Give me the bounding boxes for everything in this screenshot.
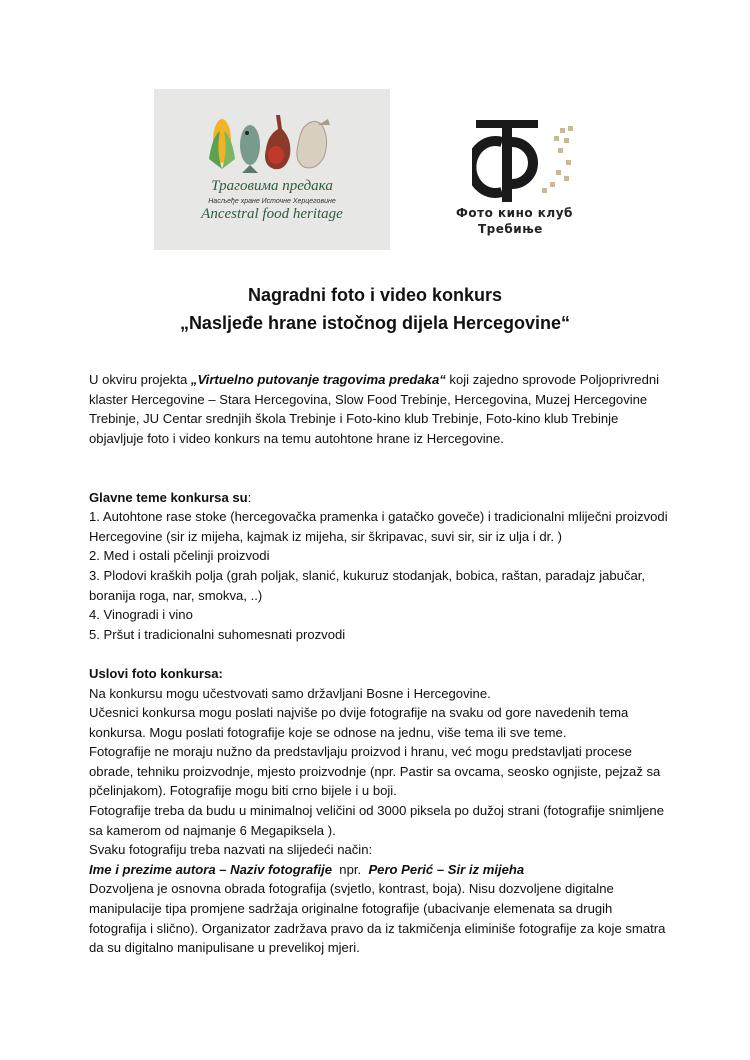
logo-left-subtitle: Насљеђе хране Источне Херцеговине — [208, 198, 336, 205]
intro-prefix: U okviru projekta — [89, 372, 191, 387]
themes-heading-colon: : — [247, 489, 252, 505]
condition-line: konkursa. Mogu poslati fotografije koje se odnose na jednu, više tema ili sve teme. — [89, 724, 567, 740]
condition-line: Svaku fotografiju treba nazvati na slijedeći način: — [89, 842, 373, 858]
intro-paragraph-line: Trebinje, JU Centar srednjih škola Trebinje i Foto-kino klub Trebinje, Foto-kino klub Trebinje — [89, 411, 619, 427]
logo-left-english-title: Ancestral food heritage — [201, 206, 343, 222]
intro-paragraph-line: objavljuje foto i video konkurs na temu autohtone hrane iz Hercegovine. — [89, 430, 504, 446]
document-title-line2: „Nasljeđe hrane istočnog dijela Hercegovine“ — [179, 313, 571, 333]
condition-line: Na konkursu mogu učestvovati samo državljani Bosne i Hercegovine. — [89, 685, 491, 701]
naming-format-line — [89, 860, 669, 880]
logo-right-line2: Требиње — [478, 222, 543, 236]
project-name: „Virtuelno putovanje tragovima predaka“ — [190, 372, 446, 387]
condition-line: Fotografije ne moraju nužno da predstavljaju proizvod i hranu, već mogu predstavljati procese — [89, 744, 632, 760]
condition-line: manipulacije tipa promjene sadržaja originalne fotografije (ubacivanje elemenata sa drugih — [89, 901, 613, 917]
naming-example-prefix: npr. — [332, 861, 369, 877]
foto-kino-klub-logo — [448, 112, 598, 244]
condition-line: sa kamerom od najmanje 6 Megapiksela ). — [89, 822, 336, 838]
conditions-heading: Uslovi foto konkursa: — [89, 665, 223, 681]
condition-line: obrade, tehniku proizvodnje, mjesto proizvodnje (npr. Pastir sa ovcama, seosko ognjiste, pejzaž sa — [89, 763, 661, 779]
condition-line: Dozvoljena je osnovna obrada fotografija (svjetlo, kontrast, boja). Nisu dozvoljene digitalne — [89, 881, 614, 897]
naming-example: Pero Perić – Sir iz mijeha — [368, 861, 525, 877]
theme-line: 5. Pršut i tradicionalni suhomesnati prozvodi — [89, 626, 346, 642]
intro-paragraph-line — [89, 370, 669, 390]
theme-line: 2. Med i ostali pčelinji proizvodi — [89, 548, 270, 564]
film-camera-emblem-icon — [472, 118, 582, 208]
condition-line: pčelinjakom). Fotografije mogu biti crno bijele i u boji. — [89, 783, 397, 799]
logo-left-title: Траговима предака — [211, 178, 333, 194]
theme-line: 1. Autohtone rase stoke (hercegovačka pramenka i gatačko goveče) i tradicionalni mliječni proizvodi — [89, 509, 668, 525]
condition-line: Fotografije treba da budu u minimalnoj veličini od 3000 piksela po dužoj strani (fotografije snimljene — [89, 803, 664, 819]
intro-paragraph-line: klaster Hercegovine – Stara Hercegovina, Slow Food Trebinje, Hercegovina, Muzej Hercegovine — [89, 391, 648, 407]
theme-line: Hercegovine (sir iz mijeha, kajmak iz mijeha, sir škripavac, suvi sir, sir iz ulja i dr. ) — [89, 528, 562, 544]
theme-line: boranija roga, nar, smokva, ..) — [89, 587, 263, 603]
condition-line: Učesnici konkursa mogu poslati najviše po dvije fotografije na svaku od gore navedenih tema — [89, 705, 629, 721]
condition-line: fotografija i slično). Organizator zadržava pravo da iz takmičenja eliminiše fotografije za koje smatra — [89, 920, 666, 936]
condition-line: da su digitalno manipulisane u prevelikoj mjeri. — [89, 940, 360, 956]
logo-right-line1: Фото кино клуб — [456, 206, 573, 220]
naming-format: Ime i prezime autora – Naziv fotografije — [89, 861, 333, 877]
food-illustrations-icon — [206, 111, 338, 175]
themes-heading-text: Glavne teme konkursa su — [89, 489, 248, 505]
theme-line: 3. Plodovi kraških polja (grah poljak, slanić, kukuruz stodanjak, bobica, raštan, paradajz jabučar, — [89, 567, 646, 583]
ancestral-food-heritage-logo — [154, 89, 390, 250]
document-title-line1: Nagradni foto i video konkurs — [247, 285, 503, 305]
themes-heading — [89, 488, 669, 508]
intro-rest: koji zajedno sprovode Poljoprivredni — [445, 372, 660, 387]
document-body — [89, 370, 669, 958]
theme-line: 4. Vinogradi i vino — [89, 607, 193, 623]
